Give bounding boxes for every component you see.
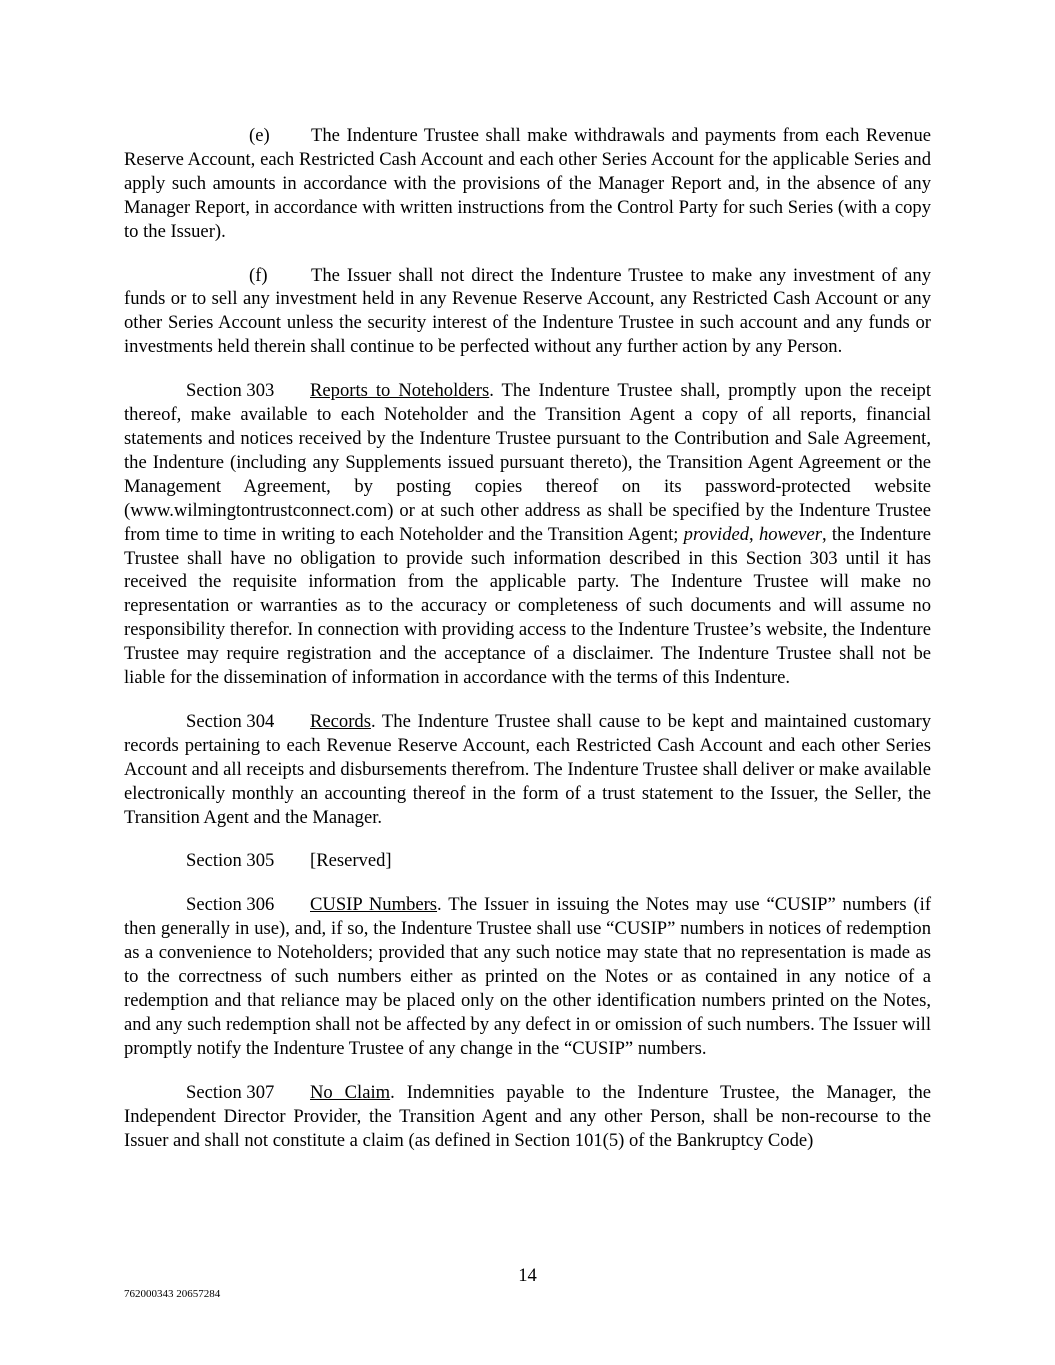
section-303-however: however bbox=[758, 523, 822, 545]
section-303-heading-punct: . bbox=[489, 380, 494, 402]
paragraph-e bbox=[124, 124, 931, 244]
section-307 bbox=[124, 1081, 931, 1153]
section-304 bbox=[124, 710, 931, 830]
section-306 bbox=[124, 893, 931, 1060]
section-307-heading-punct: . bbox=[390, 1081, 395, 1103]
section-303-text: The Indenture Trustee shall, promptly upon the receipt thereof, make available to each Noteholder and the Transition Agent a copy of all reports, financial statements and notices received by the Indenture Trustee pursuant to the Contribution and Sale Agreement, the Indenture (including any Supplements issued pursuant thereto), the Transition Agent Agreement or the Management Agreement, by posting copies thereof on its password-protected website (www.wilmingtontrustconnect.com) or at such other address as shall be specified by the Indenture Trustee from time to time in writing to each Noteholder and the Transition Agent; bbox=[124, 380, 931, 545]
section-303-comma: , bbox=[749, 523, 759, 545]
section-307-number: Section 307 bbox=[186, 1081, 275, 1103]
section-304-heading: Records bbox=[310, 710, 371, 732]
section-303 bbox=[124, 379, 931, 690]
section-304-text: The Indenture Trustee shall cause to be kept and maintained customary records pertaining to each Revenue Reserve Account, each Restricted Cash Account and each other Series Account and all receipts and disbursements therefrom. The Indenture Trustee shall deliver or make available electronically monthly an accounting thereof in the form of a trust statement to the Issuer, the Seller, the Transition Agent and the Manager. bbox=[124, 710, 931, 828]
paragraph-f-label: (f) bbox=[249, 264, 268, 286]
document-body bbox=[124, 124, 931, 1172]
section-304-number: Section 304 bbox=[186, 710, 275, 732]
section-305-text: [Reserved] bbox=[310, 850, 392, 872]
paragraph-f bbox=[124, 264, 931, 360]
document-id: 762000343 20657284 bbox=[124, 1288, 221, 1300]
section-307-heading: No Claim bbox=[310, 1081, 391, 1103]
section-303-heading: Reports to Noteholders bbox=[310, 380, 490, 402]
section-303-text-after: , the Indenture Trustee shall have no obligation to provide such information described in this Section 303 until it has received the requisite information from the applicable party. The Indenture Trustee will make no representation or warranties as to the accuracy or completeness of such documents and will assume no responsibility therefor. In connection with providing access to the Indenture Trustee’s website, the Indenture Trustee may require registration and the acceptance of a disclaimer. The Indenture Trustee shall not be liable for the dissemination of information in accordance with the terms of this Indenture. bbox=[124, 523, 932, 689]
section-307-text: Indemnities payable to the Indenture Trustee, the Manager, the Independent Director Provider, the Transition Agent and any other Person, shall be non-recourse to the Issuer and shall not constitute a claim (as defined in Section 101(5) of the Bankruptcy Code) bbox=[124, 1081, 931, 1151]
section-305-number: Section 305 bbox=[186, 850, 275, 872]
section-306-heading: CUSIP Numbers bbox=[310, 894, 438, 916]
paragraph-e-label: (e) bbox=[249, 125, 270, 146]
section-303-number: Section 303 bbox=[186, 380, 275, 402]
section-306-heading-punct: . bbox=[437, 894, 442, 916]
section-306-text: The Issuer in issuing the Notes may use “CUSIP” numbers (if then generally in use), and, if so, the Indenture Trustee shall use “CUSIP” numbers in notices of redemption as a convenience to Noteholders; provided that any such notice may state that no representation is made as to the correctness of such numbers either as printed on the Notes or as contained in any notice of a redemption and that reliance may be placed only on the other identification numbers printed on the Notes, and any such redemption shall not be affected by any defect in or omission of such numbers. The Issuer will promptly notify the Indenture Trustee of any change in the “CUSIP” numbers. bbox=[124, 894, 932, 1059]
section-306-number: Section 306 bbox=[186, 894, 275, 916]
paragraph-e-text: The Indenture Trustee shall make withdrawals and payments from each Revenue Reserve Account, each Restricted Cash Account and each other Series Account for the applicable Series and apply such amounts in accordance with the provisions of the Manager Report and, in the absence of any Manager Report, in accordance with written instructions from the Control Party for such Series (with a copy to the Issuer). bbox=[124, 125, 931, 242]
paragraph-f-text: The Issuer shall not direct the Indenture Trustee to make any investment of any funds or to sell any investment held in any Revenue Reserve Account, any Restricted Cash Account or any other Series Account unless the security interest of the Indenture Trustee in such account and any funds or investments held therein shall continue to be perfected without any further action by any Person. bbox=[124, 264, 931, 358]
page-number: 14 bbox=[518, 1265, 537, 1286]
section-305 bbox=[124, 849, 931, 873]
section-303-provided: provided bbox=[683, 523, 750, 545]
section-304-heading-punct: . bbox=[370, 710, 376, 732]
